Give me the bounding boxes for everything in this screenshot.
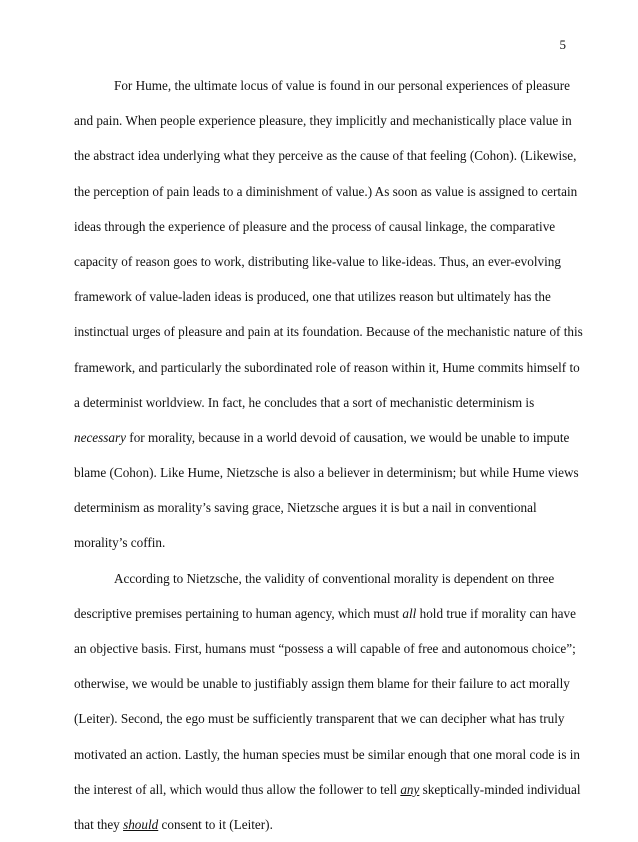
text-line	[74, 666, 568, 701]
text-run: and pain. When people experience pleasure, they implicitly and mechanistically place value in	[74, 113, 572, 129]
text-run: that they	[74, 816, 124, 832]
text-line	[74, 701, 568, 736]
text-line	[74, 314, 583, 349]
paragraph	[74, 561, 581, 842]
text-run: capacity of reason goes to work, distributing like-value to like-ideas. Thus, an ever-evolving	[74, 253, 561, 269]
text-run: skeptically-minded individual	[419, 781, 581, 797]
text-line	[74, 244, 568, 279]
text-line	[74, 561, 568, 596]
text-run: morality’s coffin.	[74, 535, 166, 551]
text-run: instinctual urges of pleasure and pain at its foundation. Because of the mechanistic nature of this	[74, 324, 583, 340]
text-run: motivated an action. Lastly, the human species must be similar enough that one moral code is in	[74, 746, 581, 762]
emphasized-text: all	[402, 605, 417, 621]
text-line	[74, 807, 568, 842]
text-line	[74, 385, 568, 420]
emphasized-text: any	[400, 781, 420, 797]
text-line	[74, 420, 568, 455]
text-line	[74, 279, 568, 314]
text-run: For Hume, the ultimate locus of value is found in our personal experiences of pleasure	[114, 78, 570, 93]
text-line	[74, 209, 568, 244]
paragraph	[74, 68, 583, 561]
text-line	[74, 490, 568, 525]
text-run: determinism as morality’s saving grace, Nietzsche argues it is but a nail in conventional	[74, 500, 537, 516]
text-run: According to Nietzsche, the validity of conventional morality is dependent on three	[114, 570, 555, 586]
text-run: framework of value-laden ideas is produced, one that utilizes reason but ultimately has the	[74, 289, 551, 305]
text-run: consent to it (Leiter).	[158, 816, 273, 832]
text-run: an objective basis. First, humans must “possess a will capable of free and autonomous choice”;	[74, 641, 576, 656]
text-line	[74, 772, 581, 807]
text-run: a determinist worldview. In fact, he concludes that a sort of mechanistic determinism is	[74, 394, 535, 410]
text-line	[74, 525, 568, 560]
text-run: otherwise, we would be unable to justifiably assign them blame for their failure to act morally	[74, 676, 570, 692]
text-line	[74, 103, 572, 138]
emphasized-text: necessary	[74, 429, 126, 445]
text-line	[74, 174, 578, 209]
text-run: the abstract idea underlying what they perceive as the cause of that feeling (Cohon). (Likewise,	[74, 148, 577, 164]
text-line	[74, 68, 568, 103]
text-line	[74, 138, 577, 173]
text-run: the interest of all, which would thus allow the follower to tell	[74, 781, 401, 797]
text-line	[74, 350, 580, 385]
text-line	[74, 455, 579, 490]
text-run: (Leiter). Second, the ego must be sufficiently transparent that we can decipher what has truly	[74, 711, 565, 727]
text-run: blame (Cohon). Like Hume, Nietzsche is also a believer in determinism; but while Hume views	[74, 465, 579, 481]
text-line	[74, 737, 581, 772]
text-run: ideas through the experience of pleasure and the process of causal linkage, the comparative	[74, 218, 556, 234]
emphasized-text: should	[123, 816, 159, 832]
text-line	[74, 631, 576, 666]
text-run: descriptive premises pertaining to human agency, which must	[74, 605, 403, 621]
body-text	[74, 68, 583, 842]
page-number: 5	[559, 37, 566, 52]
text-line	[74, 596, 576, 631]
text-run: the perception of pain leads to a diminishment of value.) As soon as value is assigned to certain	[74, 183, 578, 199]
text-run: hold true if morality can have	[416, 605, 576, 621]
text-run: framework, and particularly the subordinated role of reason within it, Hume commits himself to	[74, 359, 580, 375]
text-run: for morality, because in a world devoid of causation, we would be unable to impute	[126, 429, 570, 445]
